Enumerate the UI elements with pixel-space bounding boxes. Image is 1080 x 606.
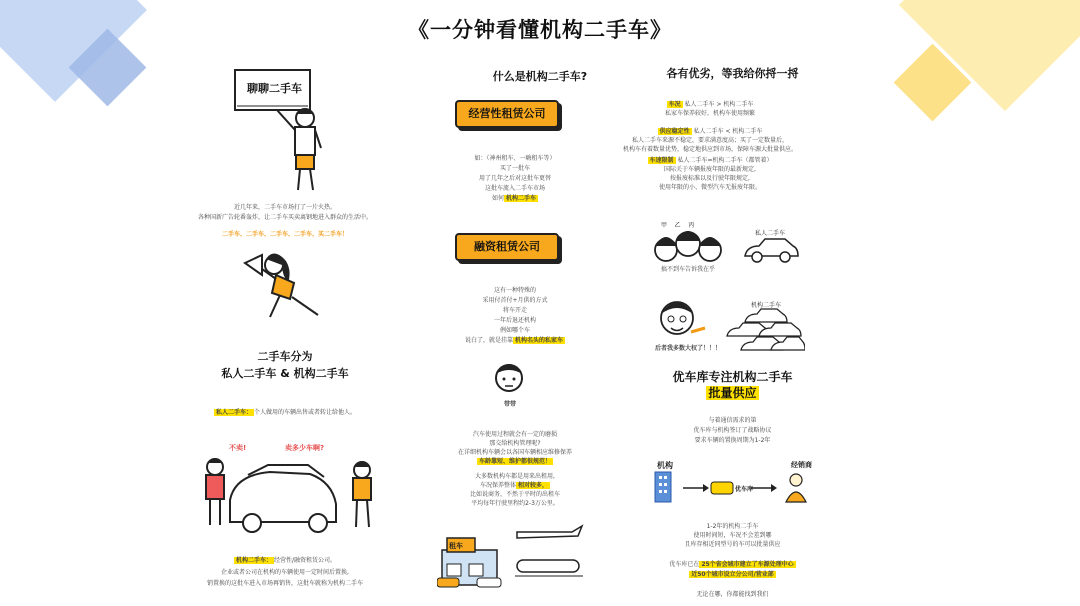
leasing-line-3: 用了几年之后对这批车更替 (478, 175, 551, 182)
bubble-how-much: 卖多少车啊? (285, 444, 325, 452)
summary-line-3: 且库存相近同型号的车可以批量供应 (684, 541, 781, 548)
promo-line-2: 优车库与机构签订了战略协议 (693, 427, 772, 434)
finance-line-4: 一年后退还机构 (493, 317, 536, 324)
column-comparison (622, 50, 840, 602)
compare-row-2-text: 私人二手车 < 机构二手车 (693, 128, 763, 135)
network-line-2 (625, 570, 840, 580)
fleet-label: 机构二手车 (751, 302, 782, 309)
compare-row-3-detail-2: 按报废标准以及行驶年限规定, (670, 175, 750, 182)
promo-heading: 优车库专注机构二手车 (672, 370, 793, 384)
three-people-illustration (653, 226, 723, 266)
usage-line-8: 平均每年行驶里程约2-3万公里。 (471, 500, 559, 507)
group-label: 甲 乙 丙 (661, 222, 695, 229)
compare-row-2-label: 供应稳定性 (659, 128, 690, 135)
network-line-1-pre: 优车库已在 (669, 561, 700, 568)
intro-line-1: 近几年来，二手车市场打了一片火热。 (233, 204, 336, 211)
man-caption: 后者我多数大权了！！！ (654, 345, 721, 352)
finance-line-6 (425, 336, 605, 346)
intro-line-2: 各种国新广告轮番轰炸，让二手车买卖离钢地进入群众的生活中。 (197, 214, 372, 221)
car-fleet-icon (725, 308, 805, 353)
compare-row-1-detail: 私家车保养较好，机构车使用频繁 (664, 110, 755, 117)
compare-row-3-label: 车速限制 (649, 157, 674, 164)
private-definition (165, 408, 405, 418)
private-car-label: 私人二手车 (755, 230, 786, 237)
flow-label-company: 优车库 (735, 486, 754, 493)
promo-line-1: 与着通信需求的第 (708, 417, 757, 424)
face-label: 带带 (503, 401, 516, 408)
page-title: 《一分钟看懂机构二手车》 (408, 18, 672, 42)
private-label: 私人二手车： (215, 409, 252, 416)
finance-line-3: 将车开走 (502, 307, 527, 314)
compare-row-3-text: 私人二手车=机构二手车（都管着） (677, 157, 773, 164)
what-is-heading: 什么是机构二手车? (492, 70, 588, 83)
flow-label-dealer: 经销商 (791, 461, 812, 469)
usage-line-2: 那交给机构管理呢? (489, 440, 541, 447)
types-heading-1: 二手车分为 (257, 350, 313, 363)
inst-text-3: 销置换的这批车进入市场再销售，这批车就称为机构二手车 (206, 580, 363, 587)
leasing-line-5-highlight: 机构二手车 (506, 195, 537, 202)
bubble-no-sell: 不卖! (229, 444, 247, 452)
inst-label: 机构二手车： (235, 557, 272, 564)
compare-row-3-detail-1: 国际关于车辆报废年限的最新规定, (664, 166, 756, 173)
usage-line-7: 比如说商务，不然于平时的出租车 (469, 491, 560, 498)
finance-line-6-highlight: 机构名头的私家车 (515, 337, 564, 344)
leasing-line-1: 如：（神州租车、一嗨租车等） (474, 155, 556, 162)
finance-line-5: 例如哪个车 (499, 327, 530, 334)
finance-line-2: 采用付首付+月供的方式 (482, 297, 548, 304)
promo-line-3: 要求车辆的置换周期为1-2年 (694, 437, 771, 444)
thinking-face-illustration (491, 358, 527, 398)
summary-line-1: 1-2年的机构二手车 (706, 523, 759, 530)
promo-subheading (625, 384, 840, 401)
finance-line-6-pre: 说白了，就是挂靠 (464, 337, 513, 344)
network-line-3: 无论在哪，你都能找到我们 (696, 591, 769, 598)
compare-row-3-detail-3: 使用年限的小、微型汽车无报废年限。 (658, 184, 761, 191)
network-line-1-highlight: 25个省会城市建立了车源处理中心 (701, 561, 794, 568)
group-caption: 搞不到车告诉我在乎 (660, 266, 715, 273)
leasing-company-badge: 经营性租赁公司 (455, 100, 559, 128)
summary-line-2: 使用时间短，车况不会差到哪 (693, 532, 772, 539)
usage-line-3: 在详细机构车辆会以各国车辆相应维修保养 (457, 449, 572, 456)
types-heading-2: 私人二手车 & 机构二手车 (221, 367, 349, 380)
compare-row-1-text: 私人二手车 > 机构二手车 (684, 101, 754, 108)
usage-line-4 (425, 457, 605, 467)
compare-row-2-detail-1: 私人二手车来源不稳定，要求满意度高；买了一定数量后， (631, 137, 788, 144)
usage-line-1: 汽车使用过程就会有一定的磨损 (472, 431, 557, 438)
car-negotiation-illustration (200, 445, 380, 540)
leasing-line-5 (425, 194, 605, 204)
inst-definition (165, 556, 405, 566)
leasing-line-2: 买了一批车 (499, 165, 530, 172)
usage-line-5: 大多数机构车都是用来出租用, (475, 473, 555, 480)
compare-row-2-detail-2: 机构车有着数量优势，稳定地供应到市场，保障车源大批量供应。 (622, 146, 797, 153)
inst-text-2: 企业或者公司在机构的车辆使用一定时间后置换, (221, 569, 349, 576)
column-what-is (425, 50, 655, 600)
usage-line-4-highlight: 车龄靠短、维护都很规范！ (478, 458, 551, 465)
inst-text-1: 经营性/融资租赁公司。 (273, 557, 337, 564)
network-line-1 (625, 560, 840, 570)
pointing-man-illustration (657, 298, 707, 342)
comparison-heading: 各有优劣，等我给你捋一捋 (666, 67, 799, 80)
sign-text: 聊聊二手车 (247, 82, 302, 95)
private-text: 个人做用的车辆出售或者转让给他人。 (254, 409, 357, 416)
usage-line-6-highlight: 相对较多， (518, 482, 549, 489)
finance-line-1: 这有一种特殊的 (493, 287, 536, 294)
leasing-line-4: 这批车流入二手车市场 (484, 185, 545, 192)
rental-transport-illustration (437, 520, 587, 595)
usage-line-6-pre: 车况保养整体 (479, 482, 516, 489)
network-line-2-highlight: 近50个城市设立分公司/营业部 (691, 571, 774, 578)
private-car-icon (743, 236, 799, 264)
rental-shop-sign: 租车 (449, 542, 463, 550)
leasing-line-5-pre: 如何 (491, 195, 504, 202)
promo-subheading-highlight: 批量供应 (708, 386, 757, 400)
compare-row-1-label: 车况 (668, 101, 681, 108)
slogan-text: 二手车、二手车、二手车、二手车、买二手车！ (221, 231, 348, 238)
finance-lease-badge: 融资租赁公司 (455, 233, 559, 261)
megaphone-girl-illustration (240, 245, 335, 325)
supply-flow-diagram (653, 468, 813, 504)
flow-label-institution: 机构 (657, 461, 673, 470)
column-intro (165, 50, 405, 595)
